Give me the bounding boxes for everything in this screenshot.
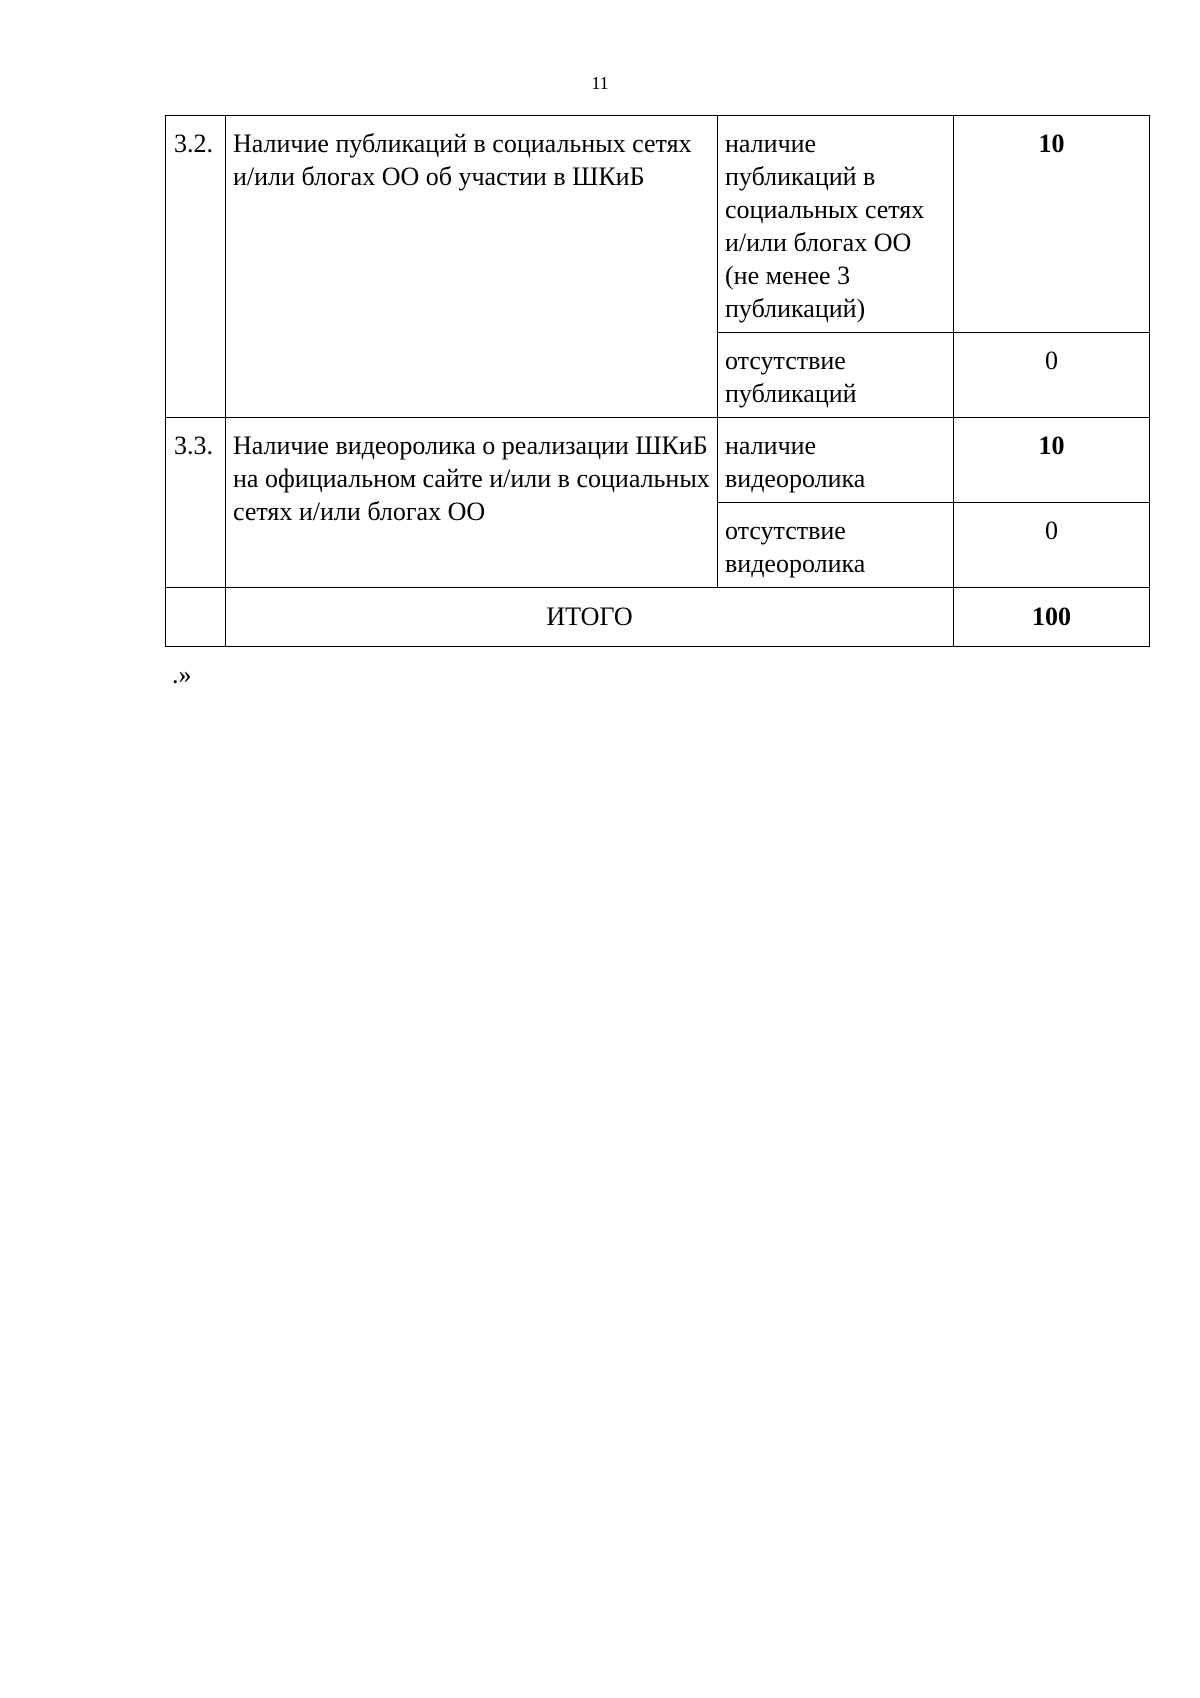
option-score: 10 bbox=[954, 116, 1150, 333]
total-label: ИТОГО bbox=[226, 588, 954, 647]
total-row bbox=[166, 588, 1150, 647]
table-row bbox=[166, 418, 1150, 503]
table-row bbox=[166, 116, 1150, 333]
option-score: 0 bbox=[954, 333, 1150, 418]
criteria-table bbox=[165, 115, 1150, 647]
criterion-description: Наличие публикаций в социальных сетях и/или блогах ОО об участии в ШКиБ bbox=[226, 116, 718, 418]
total-empty-cell bbox=[166, 588, 226, 647]
page-number: 11 bbox=[591, 73, 609, 93]
criterion-description: Наличие видеоролика о реализации ШКиБ на официальном сайте и/или в социальных сетях и/или блогах ОО bbox=[226, 418, 718, 588]
option-label: наличие видеоролика bbox=[718, 418, 954, 503]
option-label: отсутствие видеоролика bbox=[718, 503, 954, 588]
total-score: 100 bbox=[954, 588, 1150, 647]
option-label: наличие публикаций в социальных сетях и/или блогах ОО (не менее 3 публикаций) bbox=[718, 116, 954, 333]
option-label: отсутствие публикаций bbox=[718, 333, 954, 418]
option-score: 0 bbox=[954, 503, 1150, 588]
criterion-number: 3.3. bbox=[166, 418, 226, 588]
closing-quote-mark: .» bbox=[172, 660, 192, 689]
option-score: 10 bbox=[954, 418, 1150, 503]
criterion-number: 3.2. bbox=[166, 116, 226, 418]
